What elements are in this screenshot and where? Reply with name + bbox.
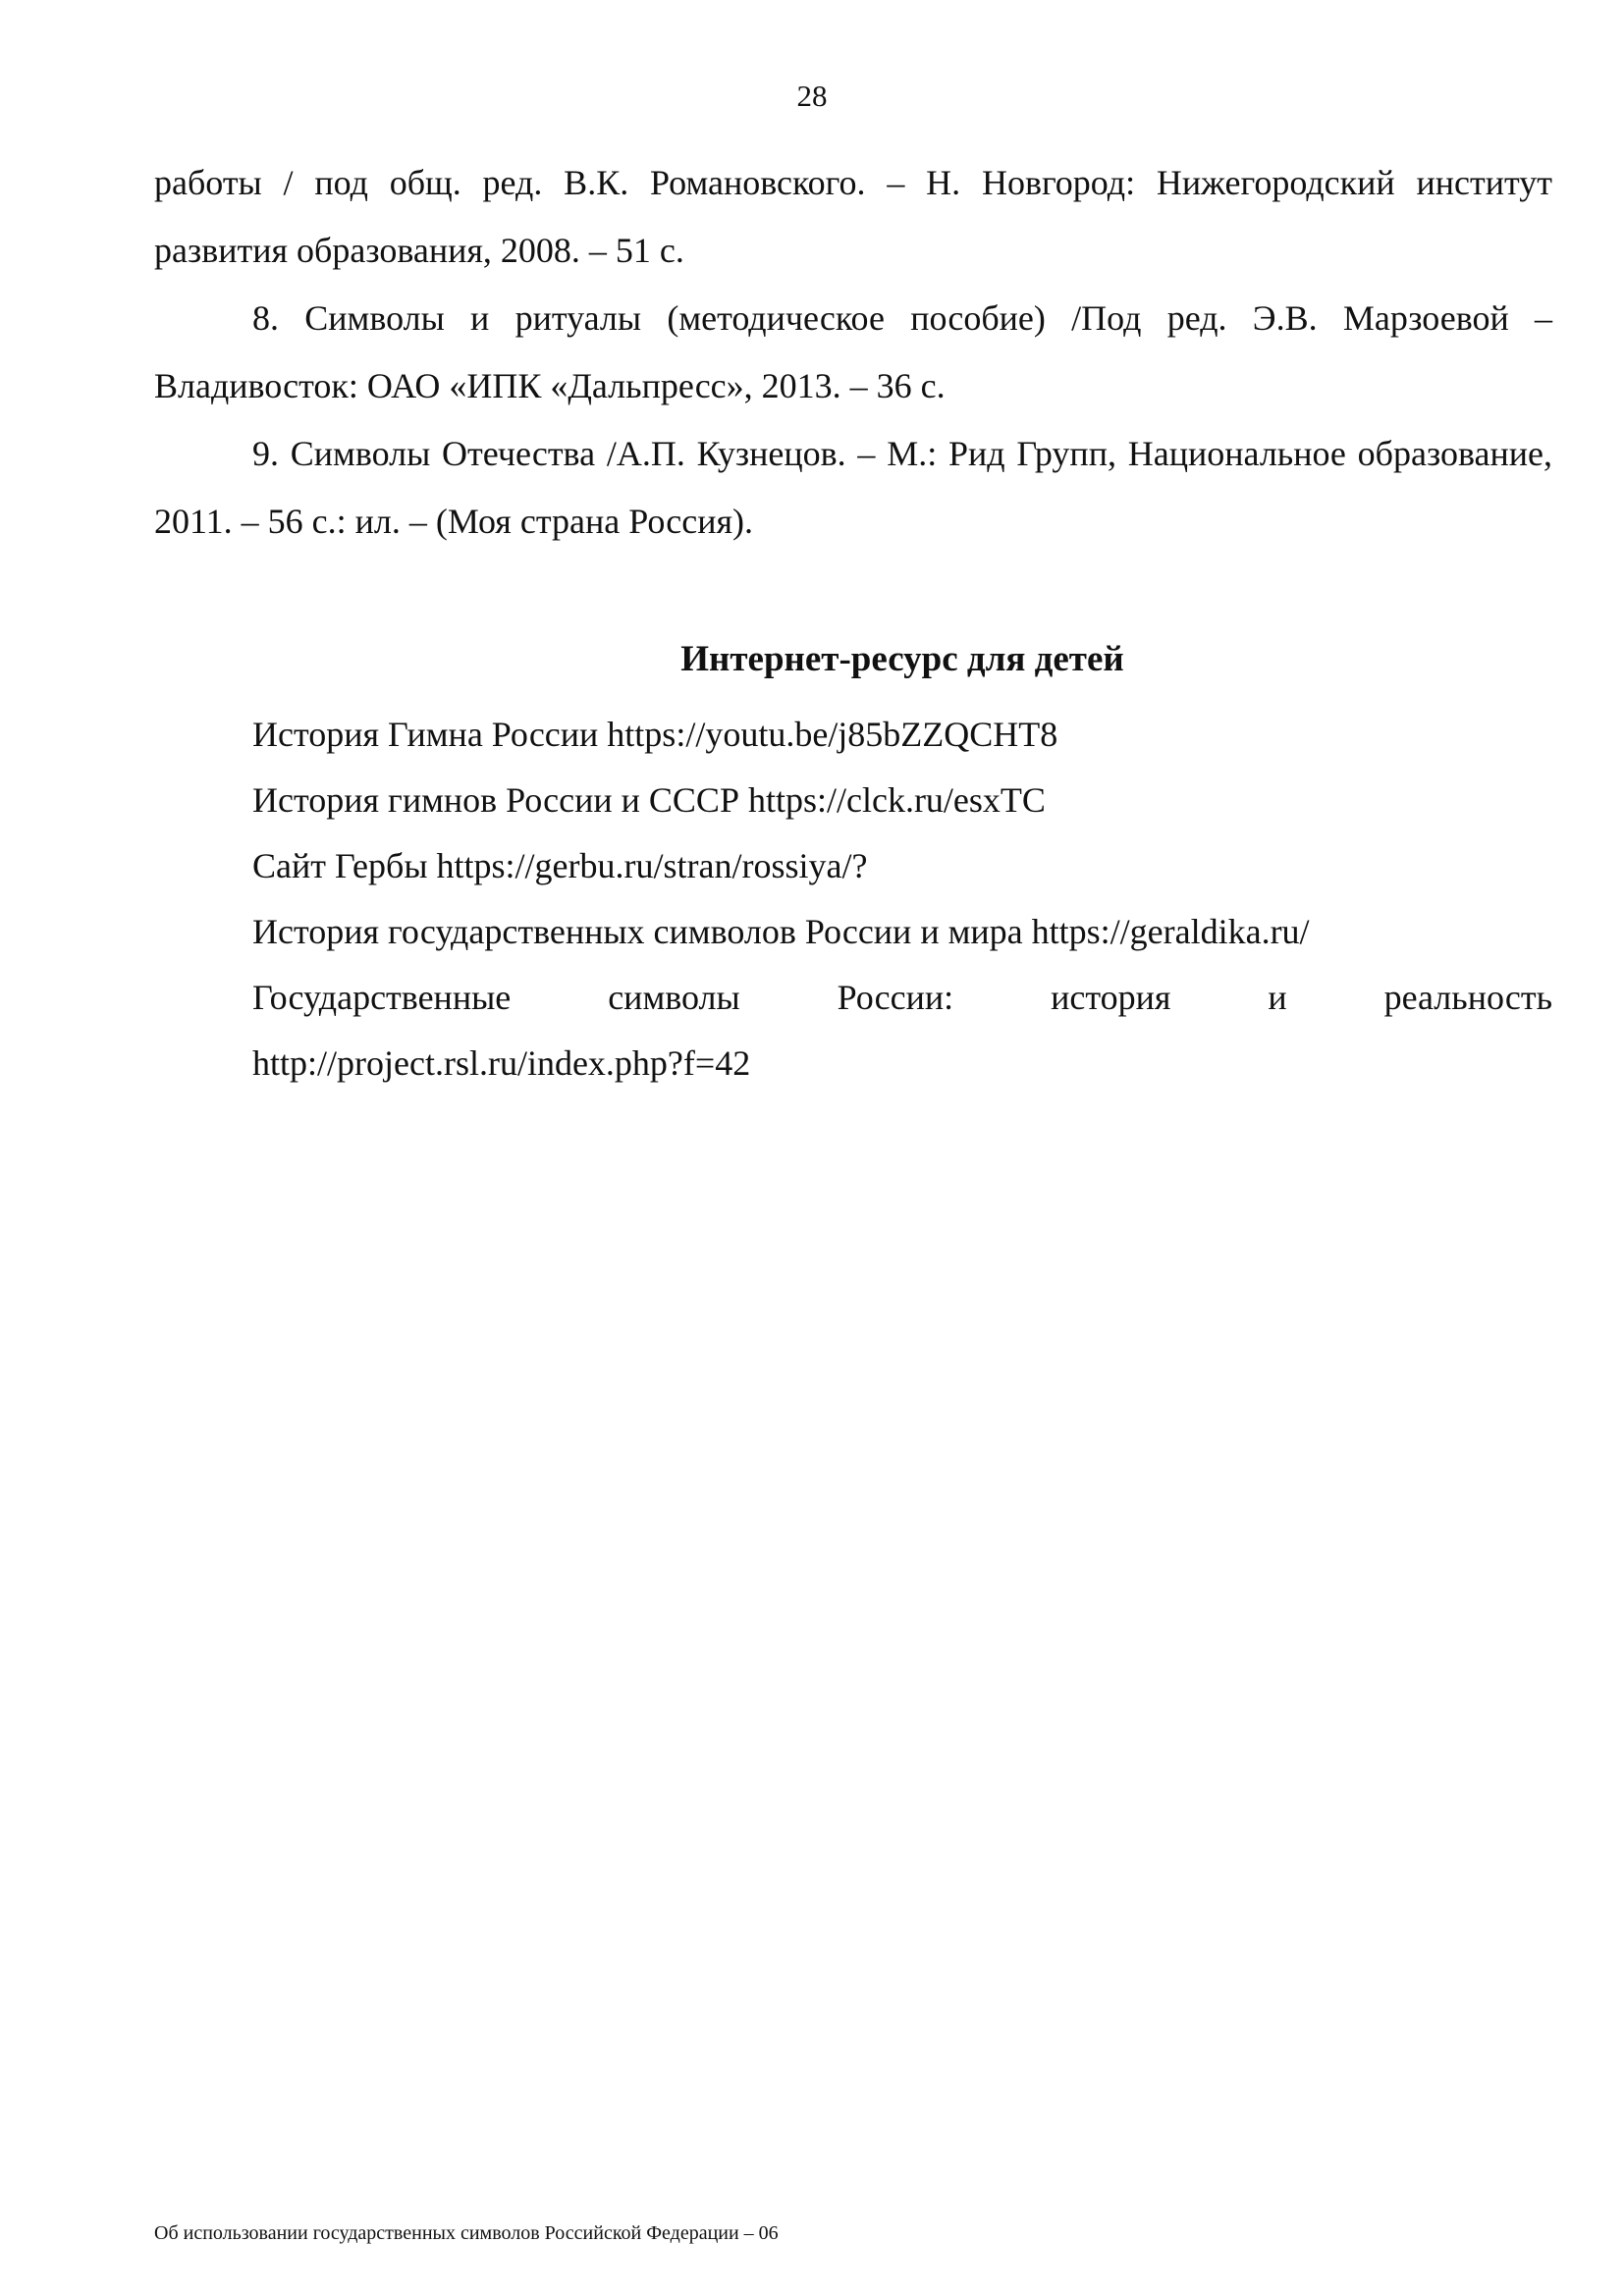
page-number: 28: [796, 79, 828, 113]
resource-word: реальность: [1383, 978, 1552, 1017]
resource-word: и: [1268, 978, 1287, 1017]
bibliography-entry-8: [154, 285, 1552, 420]
section-heading: Интернет-ресурс для детей: [680, 639, 1124, 679]
resource-item: Сайт Гербы https://gerbu.ru/stran/rossiya/?: [252, 846, 868, 885]
bibliography-entry-7-continuation: [154, 149, 1552, 285]
text-line: 9. Символы Отечества /А.П. Кузнецов. – М.: Рид Групп, Национальное: [252, 434, 1346, 473]
bibliography-entry-9: [154, 420, 1552, 556]
resource-item-title: [252, 965, 1552, 1031]
resource-item: История государственных символов России и мира https://geraldika.ru/: [252, 912, 1310, 951]
text-line: образование, 2011. – 56 с.: ил. – (Моя страна Россия).: [154, 434, 1552, 541]
page-content: [154, 149, 1552, 1096]
resource-word: символы: [608, 978, 740, 1017]
resource-url: http://project.rsl.ru/index.php?f=42: [252, 1043, 751, 1083]
text-line: работы / под общ. ред. В.К. Романовского. – Н. Новгород: Нижегородский институт: [154, 163, 1552, 202]
resource-word: России:: [837, 978, 954, 1017]
text-line: Владивосток: ОАО «ИПК «Дальпресс», 2013. – 36 с.: [154, 366, 946, 405]
resource-item: История Гимна России https://youtu.be/j85bZZQCHT8: [252, 715, 1058, 754]
resource-word: Государственные: [252, 978, 512, 1017]
page-footer: Об использовании государственных символов Российской Федерации – 06: [154, 2222, 779, 2244]
resource-item: История гимнов России и СССР https://clck.ru/esxTC: [252, 780, 1046, 820]
resource-word: история: [1051, 978, 1171, 1017]
text-line: 8. Символы и ритуалы (методическое пособие) /Под ред. Э.В. Марзоевой –: [252, 298, 1552, 338]
text-line: развития образования, 2008. – 51 с.: [154, 231, 684, 270]
